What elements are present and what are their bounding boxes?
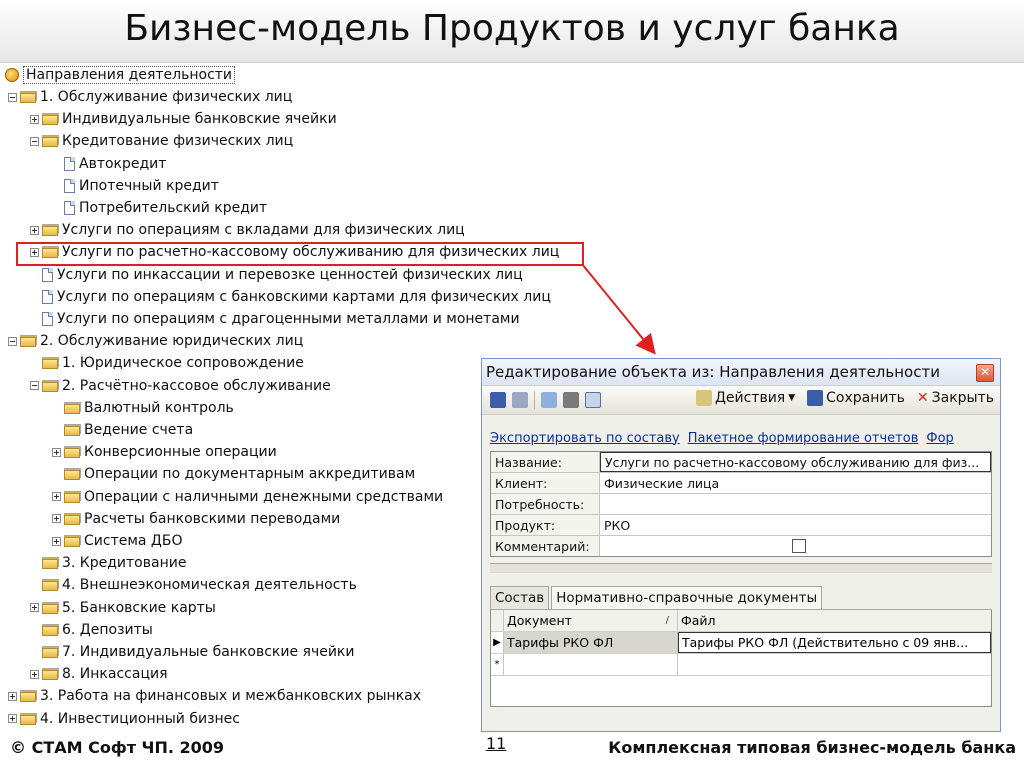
current-row-marker: ▶	[491, 632, 504, 653]
print-icon[interactable]	[563, 392, 579, 408]
tree-item-label: 2. Обслуживание юридических лиц	[40, 333, 304, 350]
batch-reports-link[interactable]: Пакетное формирование отчетов	[687, 430, 919, 446]
save-button[interactable]	[807, 390, 905, 406]
close-x-icon: ✕	[916, 390, 929, 406]
toolbar-separator	[534, 391, 535, 409]
tree-item-label: Индивидуальные банковские ячейки	[62, 111, 337, 128]
need-field[interactable]	[600, 494, 991, 514]
tree-item-label: 4. Инвестиционный бизнес	[40, 710, 240, 727]
tree-item-label: 3. Кредитование	[62, 555, 187, 572]
document-cell[interactable]: Тарифы РКО ФЛ	[504, 632, 678, 653]
tree-item-label: 1. Обслуживание физических лиц	[40, 89, 293, 105]
row-selector-header	[491, 610, 504, 631]
client-field[interactable]: Физические лица	[604, 475, 720, 491]
tree-item-label: Операции по документарным аккредитивам	[84, 466, 416, 483]
save-disk-icon[interactable]	[490, 392, 506, 408]
new-row[interactable]	[491, 654, 991, 676]
export-by-composition-link[interactable]: Экспортировать по составу	[490, 430, 680, 446]
actions-label: Действия	[714, 390, 786, 406]
tree-item-label: Операции с наличными денежными средствами	[84, 488, 444, 505]
properties-form	[490, 451, 992, 557]
action-links	[482, 427, 1000, 449]
sort-icon: /	[665, 615, 669, 626]
splitter[interactable]	[490, 563, 992, 573]
close-label: Закрыть	[931, 390, 994, 406]
tree-item-label: Кредитование физических лиц	[62, 133, 294, 150]
tab-reference-documents[interactable]: Нормативно-справочные документы	[551, 586, 822, 609]
close-icon[interactable]: ✕	[976, 364, 994, 382]
comment-field[interactable]	[600, 536, 991, 556]
field-comment	[491, 536, 991, 556]
file-cell[interactable]: Тарифы РКО ФЛ (Действительно с 09 янв...	[678, 632, 991, 653]
tree-item-label: 8. Инкассация	[62, 666, 168, 683]
save-icon	[807, 390, 823, 406]
field-name	[491, 452, 991, 473]
edit-dialog	[481, 358, 1001, 732]
properties-icon[interactable]	[512, 392, 528, 408]
actions-button[interactable]	[696, 390, 795, 406]
column-header-file[interactable]: Файл	[678, 610, 991, 631]
field-label: Потребность:	[491, 494, 600, 514]
save-label: Сохранить	[826, 390, 905, 406]
field-label: Название:	[491, 452, 600, 472]
tree-item-label: Автокредит	[79, 155, 167, 172]
tree-item-label: Ведение счета	[84, 422, 194, 438]
tree-item-label: 2. Расчётно-кассовое обслуживание	[62, 377, 331, 394]
actions-icon	[696, 390, 712, 406]
tab-composition[interactable]: Состав	[490, 586, 549, 609]
new-row-marker: *	[491, 654, 504, 675]
tree-item-label: Потребительский кредит	[79, 200, 268, 216]
close-button[interactable]	[917, 390, 994, 406]
tree-root-label: Направления деятельности	[23, 66, 235, 84]
grid-header	[491, 610, 991, 632]
dialog-tabs	[490, 583, 992, 610]
table-icon[interactable]	[541, 392, 557, 408]
tree-item-label: 6. Депозиты	[62, 621, 153, 638]
footer-caption: Комплексная типовая бизнес-модель банка	[608, 738, 1016, 757]
column-header-document[interactable]	[504, 610, 678, 631]
tree-item-label: Система ДБО	[84, 533, 183, 549]
name-field[interactable]: Услуги по расчетно-кассовому обслуживанию для физ...	[600, 452, 991, 472]
dialog-title-bar	[482, 359, 1000, 385]
dialog-title: Редактирование объекта из: Направления деятельности	[486, 363, 940, 381]
tree-item-label: Услуги по операциям с вкладами для физических лиц	[62, 222, 465, 239]
tree-item-label: Услуги по инкассации и перевозке ценностей физических лиц	[57, 266, 523, 283]
tree-item-label: Услуги по расчетно-кассовому обслуживанию для физических лиц	[62, 244, 560, 261]
tree-item-label: Ипотечный кредит	[79, 177, 219, 194]
column-header-label: Документ	[507, 613, 572, 628]
tree-item-label: Конверсионные операции	[84, 444, 277, 461]
file-cell[interactable]	[678, 654, 991, 675]
field-product	[491, 515, 991, 536]
tree-item-label: 4. Внешнеэкономическая деятельность	[62, 577, 357, 594]
footer-copyright: © СТАМ Софт ЧП. 2009	[10, 738, 225, 757]
tree-item-label: 7. Индивидуальные банковские ячейки	[62, 644, 355, 660]
tree-item-label: 1. Юридическое сопровождение	[62, 355, 304, 372]
tree-item-label: Расчеты банковскими переводами	[84, 510, 341, 527]
slide-title: Бизнес-модель Продуктов и услуг банка	[124, 8, 900, 49]
tree-item-label: Валютный контроль	[84, 399, 234, 416]
field-label: Комментарий:	[491, 536, 600, 556]
field-label: Клиент:	[491, 473, 600, 493]
dialog-toolbar	[482, 385, 1000, 415]
field-need	[491, 494, 991, 515]
tree-item-label: Услуги по операциям с банковскими картами для физических лиц	[57, 288, 551, 305]
chevron-down-icon: ▼	[788, 393, 796, 403]
link-icon[interactable]	[585, 392, 601, 408]
field-label: Продукт:	[491, 515, 600, 535]
field-client	[491, 473, 991, 494]
tree-item-label: Услуги по операциям с драгоценными металлами и монетами	[57, 311, 520, 327]
tree-item-label: 3. Работа на финансовых и межбанковских рынках	[40, 688, 422, 705]
more-link[interactable]: Фор	[926, 430, 954, 446]
note-icon[interactable]	[792, 539, 806, 553]
product-field[interactable]: РКО	[604, 517, 631, 533]
tree-item-label: 5. Банковские карты	[62, 599, 216, 616]
document-cell[interactable]	[504, 654, 678, 675]
documents-grid	[490, 610, 992, 707]
page-number: 11	[486, 734, 507, 753]
table-row[interactable]	[491, 632, 991, 654]
